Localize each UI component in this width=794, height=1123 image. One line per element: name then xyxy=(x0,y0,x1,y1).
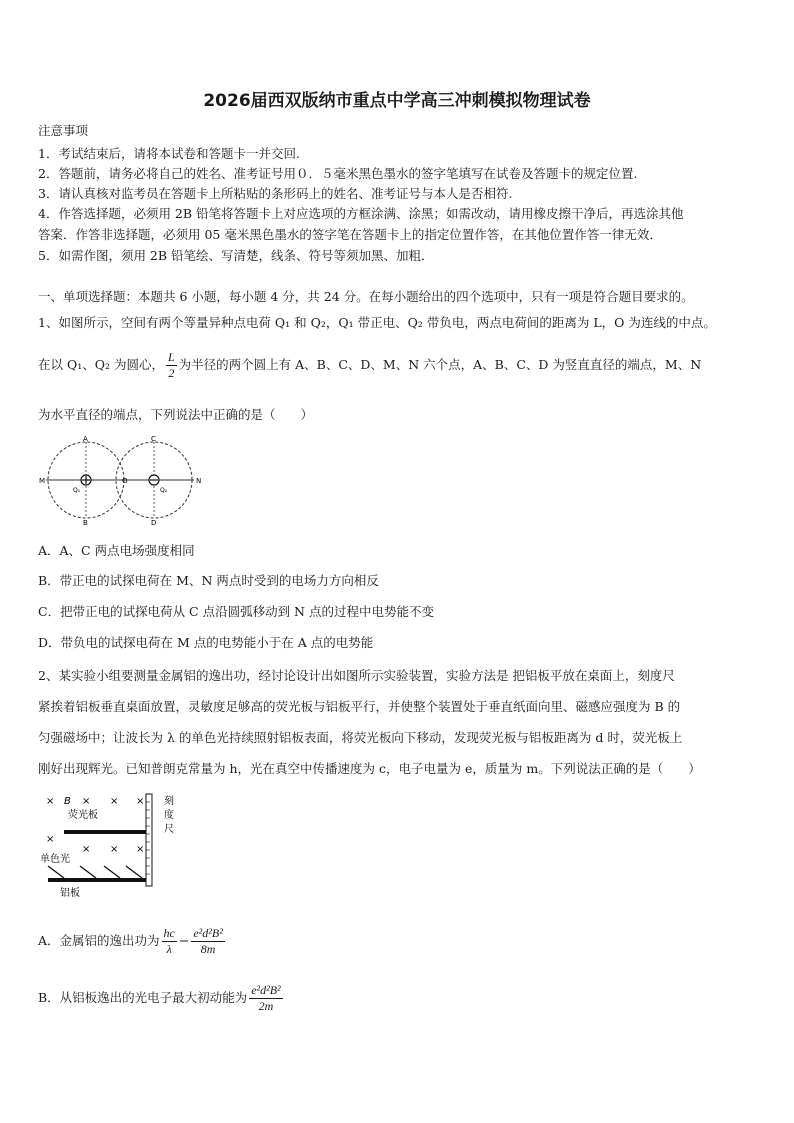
label-M: M xyxy=(39,477,46,485)
q2-figure xyxy=(38,790,188,900)
radius-fraction xyxy=(166,350,177,381)
q1-text xyxy=(38,350,701,381)
note-item: 3．请认真核对监考员在答题卡上所粘贴的条形码上的姓名、准考证号与本人是否相符. xyxy=(38,186,513,201)
fraction-numerator: hc xyxy=(163,926,175,940)
q1-text: 为水平直径的端点，下列说法中正确的是（ ） xyxy=(38,407,314,422)
option-a-text: A．金属铝的逸出功为 xyxy=(38,933,160,948)
x-mark: × xyxy=(46,834,55,845)
ruler-label: 度 xyxy=(164,810,174,821)
note-item: 答案．作答非选择题，必须用 05 毫米黑色墨水的签字笔在答题卡上的指定位置作答，在其他位置作答一律无效． xyxy=(38,227,662,242)
label-B-field: B xyxy=(64,796,71,807)
q1-text-part: 在以 Q₁、Q₂ 为圆心， xyxy=(38,357,164,372)
q1-text: 1、如图所示，空间有两个等量异种点电荷 Q₁ 和 Q₂，Q₁ 带正电、Q₂ 带负电，两点电荷间的距离为 L，O 为连线的中点。 xyxy=(38,315,716,330)
page-title: 2026届西双版纳市重点中学高三冲刺模拟物理试卷 xyxy=(203,91,591,111)
fraction-denominator: 2 xyxy=(168,366,175,380)
fraction-energy xyxy=(191,926,224,957)
x-mark: × xyxy=(82,844,91,855)
note-item: 1．考试结束后，请将本试卷和答题卡一并交回. xyxy=(38,146,300,161)
q2-text: 刚好出现辉光。已知普朗克常量为 h，光在真空中传播速度为 c，电子电量为 e，质量为 m。下列说法正确的是（ ） xyxy=(38,761,701,776)
fraction-denominator: 2m xyxy=(258,999,274,1013)
light-label: 单色光 xyxy=(40,854,70,865)
q1-figure xyxy=(36,432,216,528)
x-mark: × xyxy=(110,796,119,807)
x-mark: × xyxy=(110,844,119,855)
ruler-label: 刻 xyxy=(164,796,174,807)
option-b-text: B．从铝板逸出的光电子最大初动能为 xyxy=(38,990,248,1005)
aluminum-plate xyxy=(48,878,146,882)
fraction-denominator: 8m xyxy=(200,942,216,956)
label-A: A xyxy=(83,435,88,443)
note-item: 2．答题前，请务必将自己的姓名、准考证号用０．５毫米黑色墨水的签字笔填写在试卷及答题卡的规定位置. xyxy=(38,166,638,181)
fluorescent-screen xyxy=(64,830,146,834)
q2-text: 2、某实验小组要测量金属铝的逸出功，经讨论设计出如图所示实验装置，实验方法是 把铝板平放在桌面上，刻度尺 xyxy=(38,668,675,683)
option-d: D．带负电的试探电荷在 M 点的电势能小于在 A 点的电势能 xyxy=(38,635,374,650)
x-mark: × xyxy=(136,796,145,807)
option-c: C．把带正电的试探电荷从 C 点沿圆弧移动到 N 点的过程中电势能不变 xyxy=(38,604,434,619)
fraction-numerator: e²d²B² xyxy=(251,983,281,997)
q1-text-part: 为半径的两个圆上有 A、B、C、D、M、N 六个点，A、B、C、D 为竖直直径的端点，M、N xyxy=(178,357,702,372)
fraction-numerator: e²d²B² xyxy=(193,926,223,940)
fraction-hc-lambda xyxy=(162,926,177,957)
fraction-denominator: λ xyxy=(166,942,172,956)
fraction-numerator: L xyxy=(167,350,175,364)
q2-option-a xyxy=(38,926,227,957)
screen-label: 荧光板 xyxy=(68,810,98,821)
option-a: A．A、C 两点电场强度相同 xyxy=(38,543,195,558)
x-mark: × xyxy=(136,844,145,855)
x-mark: × xyxy=(82,796,91,807)
label-B: B xyxy=(83,519,88,527)
label-D: D xyxy=(151,519,157,527)
q2-option-b xyxy=(38,983,285,1014)
label-N: N xyxy=(196,477,202,485)
plate-label: 铝板 xyxy=(60,888,80,899)
label-C: C xyxy=(151,435,156,443)
notes-heading: 注意事项 xyxy=(38,123,89,138)
x-mark: × xyxy=(46,796,55,807)
label-O: O xyxy=(122,477,128,485)
option-b: B．带正电的试探电荷在 M、N 两点时受到的电场力方向相反 xyxy=(38,573,379,588)
note-item: 5．如需作图，须用 2B 铅笔绘、写清楚，线条、符号等须加黑、加粗． xyxy=(38,248,434,263)
q2-text: 紧挨着铝板垂直桌面放置，灵敏度足够高的荧光板与铝板平行，并使整个装置处于垂直纸面向里、磁感应强度为 B 的 xyxy=(38,699,681,714)
label-Q2: Q₂ xyxy=(160,487,168,494)
section-heading: 一、单项选择题：本题共 6 小题，每小题 4 分，共 24 分。在每小题给出的四个选项中，只有一项是符合题目要求的。 xyxy=(38,289,694,304)
ruler xyxy=(146,794,152,886)
note-item: 4．作答选择题，必须用 2B 铅笔将答题卡上对应选项的方框涂满、涂黑；如需改动，请用橡皮擦干净后，再选涂其他 xyxy=(38,206,684,221)
minus-sign: − xyxy=(178,933,190,948)
ruler-label: 尺 xyxy=(164,824,174,835)
fraction-energy xyxy=(249,983,282,1014)
label-Q1: Q₁ xyxy=(73,487,81,494)
q2-text: 匀强磁场中；让波长为 λ 的单色光持续照射铝板表面，将荧光板向下移动，发现荧光板与铝板距离为 d 时，荧光板上 xyxy=(38,730,683,745)
